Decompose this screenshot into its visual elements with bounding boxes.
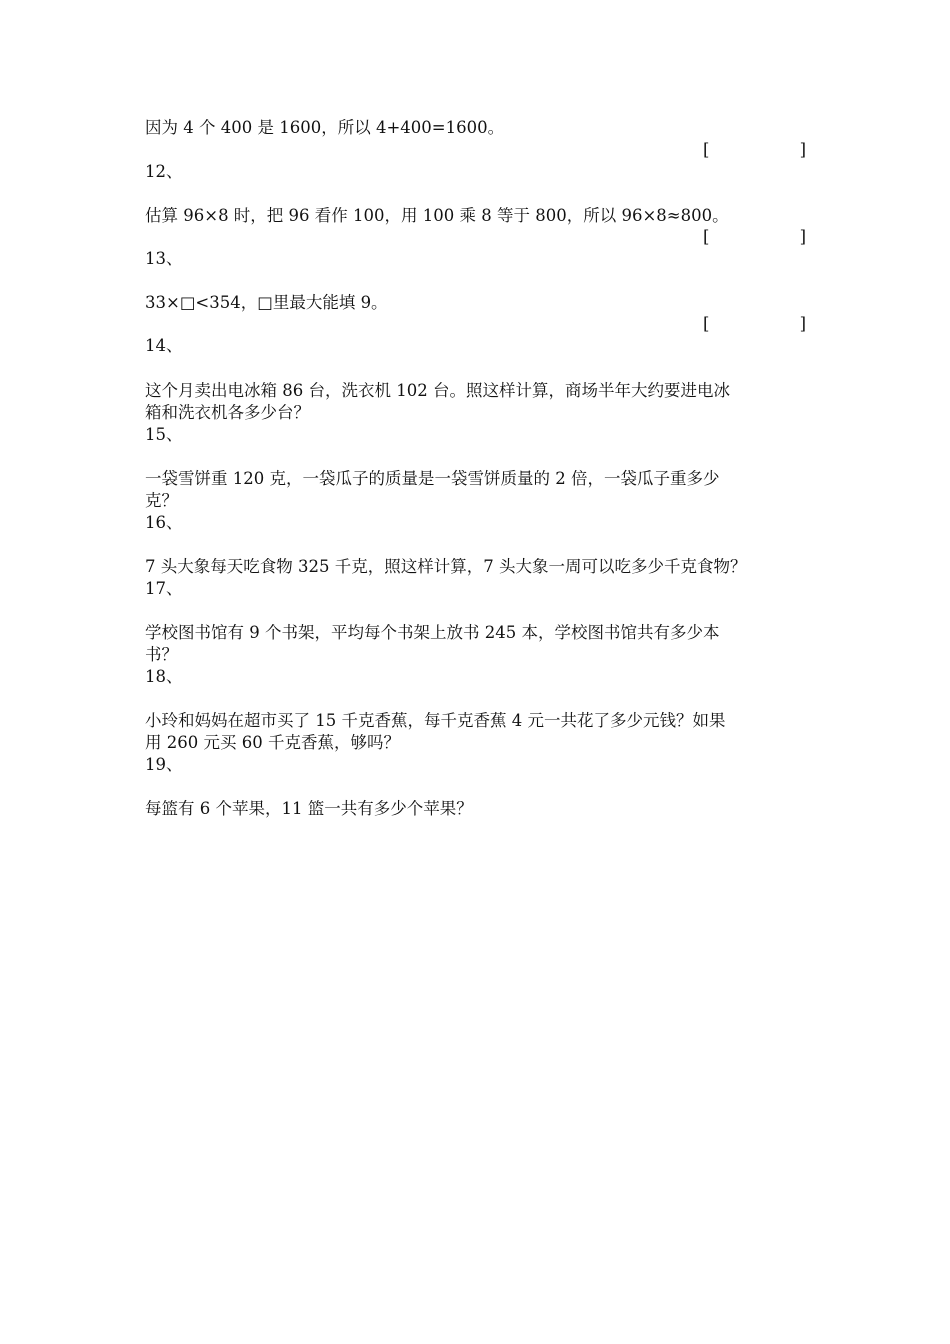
question-17-text-line2: 书？ [145,645,178,664]
bracket-close: ] [799,140,806,159]
question-number-13: 13、 [145,249,183,268]
question-13-text: 33×□<354，□里最大能填 9。 [145,293,388,312]
question-number-12: 12、 [145,162,183,181]
bracket-close: ] [799,227,806,246]
question-12-text: 估算 96×8 时，把 96 看作 100，用 100 乘 8 等于 800，所以 96×8≈800。 [145,206,729,225]
question-number-16: 16、 [145,513,183,532]
question-14-text-line2: 箱和洗衣机各多少台？ [145,403,310,422]
question-11-text: 因为 4 个 400 是 1600，所以 4+400=1600。 [145,118,505,137]
question-number-14: 14、 [145,336,183,355]
question-18-text-line2: 用 260 元买 60 千克香蕉，够吗？ [145,733,400,752]
question-19-text: 每篮有 6 个苹果，11 篮一共有多少个苹果？ [145,799,473,818]
question-number-15: 15、 [145,425,183,444]
answer-bracket-12[interactable] [703,226,806,248]
question-16-text: 7 头大象每天吃食物 325 千克，照这样计算，7 头大象一周可以吃多少千克食物？ [145,557,747,576]
question-15-text-line1: 一袋雪饼重 120 克，一袋瓜子的质量是一袋雪饼质量的 2 倍，一袋瓜子重多少 [145,469,720,488]
question-number-17: 17、 [145,579,183,598]
bracket-close: ] [799,314,806,333]
question-15-text-line2: 克？ [145,491,178,510]
question-18-text-line1: 小玲和妈妈在超市买了 15 千克香蕉，每千克香蕉 4 元一共花了多少元钱？如果 [145,711,726,730]
answer-bracket-11[interactable] [703,139,806,161]
question-number-19: 19、 [145,755,183,774]
question-number-18: 18、 [145,667,183,686]
bracket-open: [ [703,227,710,246]
answer-bracket-13[interactable] [703,313,806,335]
question-17-text-line1: 学校图书馆有 9 个书架，平均每个书架上放书 245 本，学校图书馆共有多少本 [145,623,720,642]
bracket-open: [ [703,314,710,333]
bracket-open: [ [703,140,710,159]
question-14-text-line1: 这个月卖出电冰箱 86 台，洗衣机 102 台。照这样计算，商场半年大约要进电冰 [145,381,730,400]
